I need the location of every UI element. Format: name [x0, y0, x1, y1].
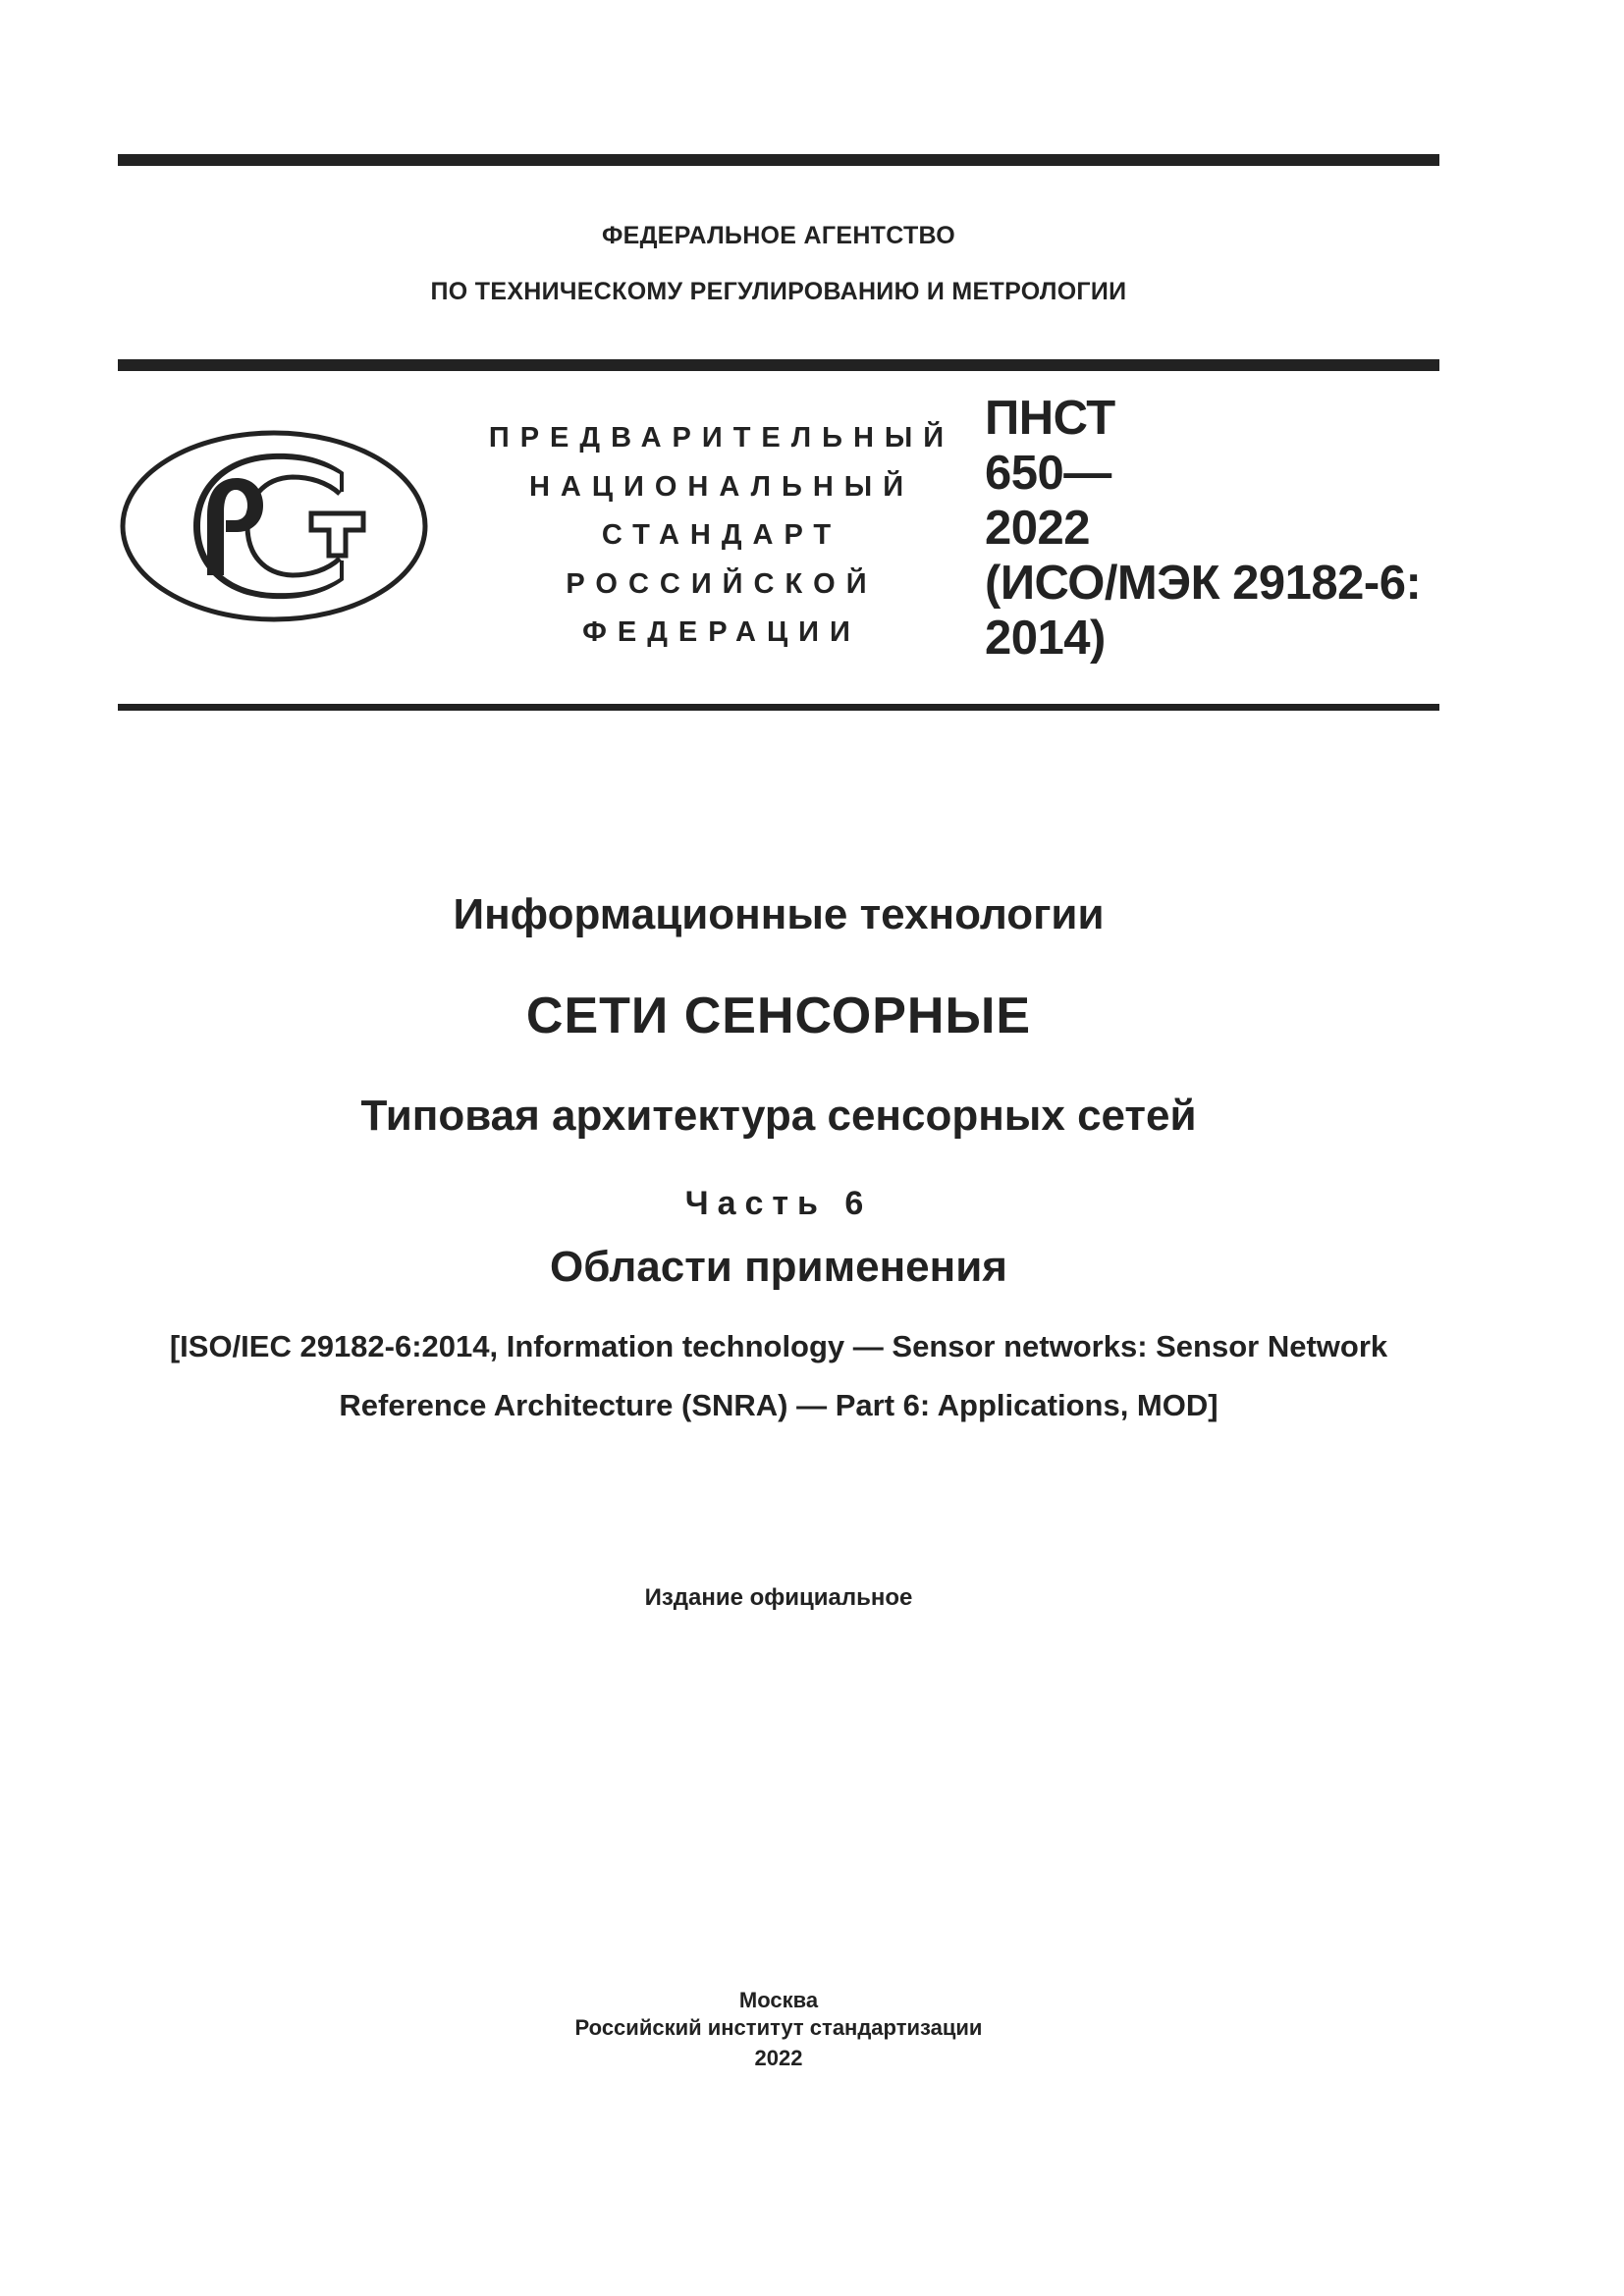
standard-type-line: РОССИЙСКОЙ: [566, 567, 878, 600]
edition-label: Издание официальное: [644, 1584, 913, 1611]
agency-name-line-2: ПО ТЕХНИЧЕСКОМУ РЕГУЛИРОВАНИЮ И МЕТРОЛОГИИ: [430, 278, 1127, 305]
title-main: СЕТИ СЕНСОРНЫЕ: [525, 988, 1032, 1044]
standard-type-line: ПРЕДВАРИТЕЛЬНЫЙ: [488, 422, 955, 454]
standard-type-block: [432, 414, 1011, 658]
standard-type-line: СТАНДАРТ: [601, 519, 842, 551]
standard-designation: [985, 391, 1421, 666]
imprint-year: 2022: [754, 2046, 803, 2070]
middle-rule: [118, 359, 1439, 371]
imprint-publisher: Российский институт стандартизации: [574, 2015, 983, 2040]
title-domain: Информационные технологии: [453, 890, 1105, 938]
designation-line: (ИСО/МЭК 29182-6:: [985, 557, 1422, 610]
international-reference-line-2: Reference Architecture (SNRA) — Part 6: Applications, MOD]: [339, 1388, 1218, 1422]
gost-r-emblem-icon: [116, 427, 432, 625]
top-rule: [118, 154, 1439, 166]
imprint-city: Москва: [738, 1988, 819, 2012]
bottom-rule: [118, 704, 1439, 711]
agency-name-line-1: ФЕДЕРАЛЬНОЕ АГЕНТСТВО: [601, 222, 956, 249]
title-part-name: Области применения: [550, 1243, 1007, 1291]
standard-type-line: ФЕДЕРАЦИИ: [582, 616, 861, 648]
title-part-number: Часть 6: [684, 1185, 873, 1222]
title-subtitle: Типовая архитектура сенсорных сетей: [360, 1092, 1197, 1140]
international-reference-line-1: [ISO/IEC 29182-6:2014, Information technology — Sensor networks: Sensor Network: [169, 1329, 1388, 1363]
designation-line: 2022: [985, 502, 1091, 555]
designation-line: ПНСТ: [985, 392, 1115, 445]
standard-type-line: НАЦИОНАЛЬНЫЙ: [528, 470, 915, 503]
designation-line: 650—: [985, 447, 1111, 500]
designation-line: 2014): [985, 612, 1106, 665]
